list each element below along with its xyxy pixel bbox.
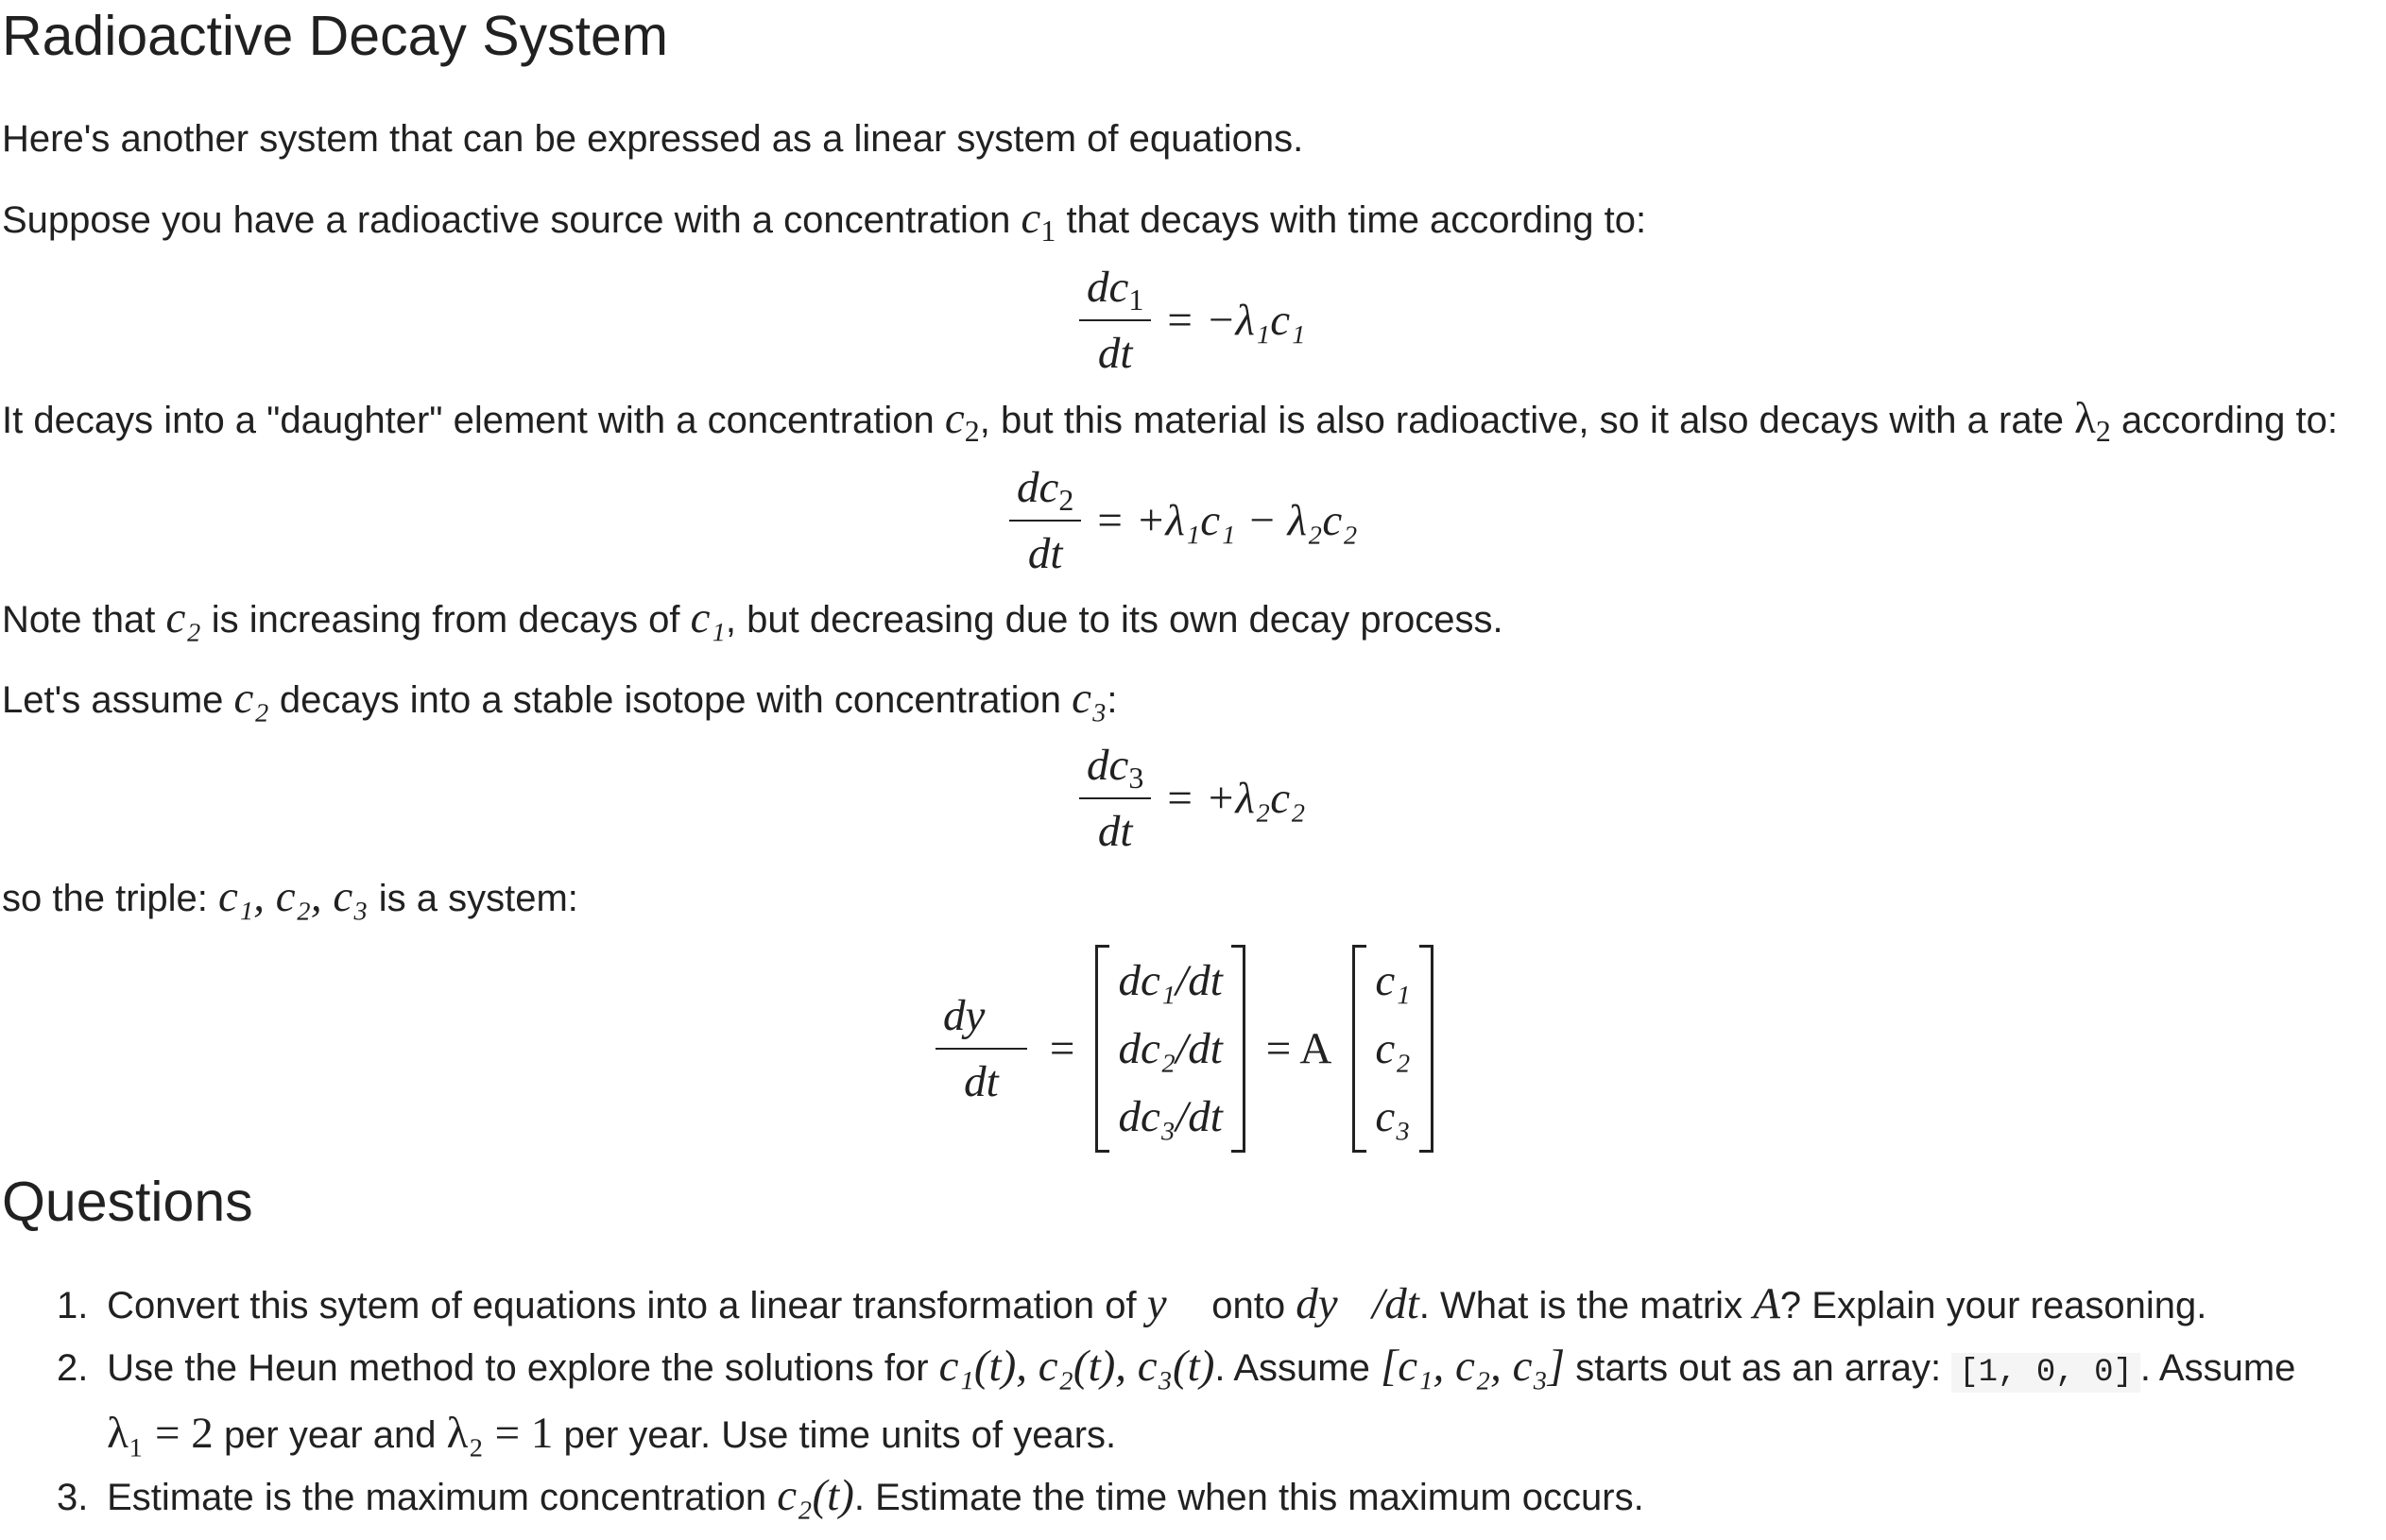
equation-dc1: $\frac{dc_1}{dt}$ = −λ₁c₁ [1079, 261, 1305, 380]
fraction: $\frac{dy⃗}{dt}$ [936, 989, 1027, 1108]
fraction: $\frac{dc_1}{dt}$ [1079, 261, 1151, 380]
derivative-vector: dc₁/dt dc₂/dt dc₃/dt [1095, 945, 1244, 1153]
list-item-continuation: λ₁ = 2 per year and λ₂ = 1 per year. Use time units of years. [107, 1409, 1117, 1458]
math-lambda2: $\lambda_2$ [2074, 394, 2111, 448]
questions-list [59, 1274, 2295, 1528]
math-c2: $c_2$ [944, 394, 980, 448]
paragraph-note: Note that c₂ is increasing from decays of c₁, but decreasing due to its own decay process. [2, 593, 1503, 642]
questions-heading: Questions [2, 1171, 253, 1233]
fraction: $\frac{dc_2}{dt}$ [1009, 461, 1081, 580]
paragraph-daughter: It decays into a "daughter" element with a concentration $c_2$, but this material is also radioactive, so it also decays with a rate $\lambda_2$ according to: [2, 394, 2338, 448]
fraction: $\frac{dc_3}{dt}$ [1079, 739, 1151, 858]
math-c3: c₃ [1072, 674, 1107, 723]
paragraph-triple: so the triple: c₁, c₂, c₃ is a system: [2, 872, 578, 921]
equation-dc2: $\frac{dc_2}{dt}$ = +λ₁c₁ − λ₂c₂ [1009, 461, 1358, 580]
paragraph-source: Suppose you have a radioactive source with a concentration $c_1$ that decays with time according to: [2, 194, 1647, 248]
list-item: 3. Estimate is the maximum concentration c₂(t). Estimate the time when this maximum occurs. [57, 1471, 1644, 1520]
list-item: 1. Convert this sytem of equations into a linear transformation of y⃗ onto dy⃗/dt. What is the matrix A? Explain your reasoning. [57, 1279, 2207, 1328]
page-title: Radioactive Decay System [2, 5, 669, 67]
math-c1: c₁ [690, 593, 726, 642]
math-c2: c₂ [233, 674, 269, 723]
equation-dc3: $\frac{dc_3}{dt}$ = +λ₂c₂ [1079, 739, 1305, 858]
code-initial-array: [1, 0, 0] [1951, 1353, 2140, 1393]
paragraph-stable: Let's assume c₂ decays into a stable isotope with concentration c₃: [2, 674, 1118, 723]
math-triple: c₁, c₂, c₃ [218, 872, 369, 921]
list-item: 2. Use the Heun method to explore the solutions for c₁(t), c₂(t), c₃(t). Assume [c₁, c₂, c₃] starts out as an array: [1, 0, 0] . Assume [57, 1342, 2296, 1391]
math-c2: c₂ [165, 593, 201, 642]
matrix-equation: $\frac{dy⃗}{dt}$ = dc₁/dt dc₂/dt dc₃/dt = A c₁ c₂ c₃ [936, 945, 1445, 1153]
intro-paragraph: Here's another system that can be expressed as a linear system of equations. [2, 118, 1304, 160]
math-c1: $c_1$ [1021, 194, 1056, 248]
state-vector: c₁ c₂ c₃ [1352, 945, 1433, 1153]
